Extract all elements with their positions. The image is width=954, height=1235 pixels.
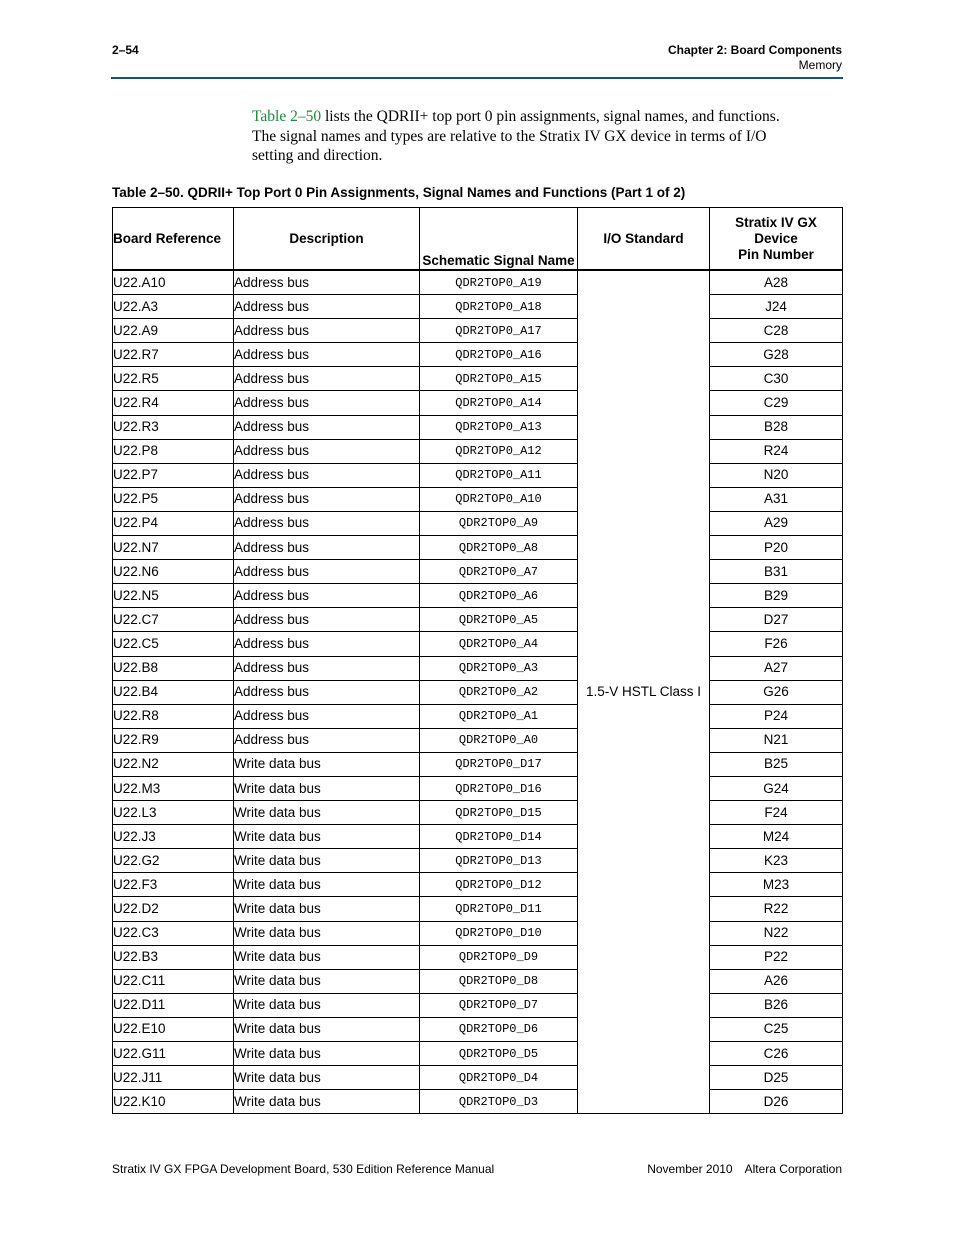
- cell-board-reference: U22.P8: [113, 439, 234, 463]
- cell-signal-name: QDR2TOP0_A6: [420, 584, 578, 608]
- cell-pin-number: J24: [710, 295, 843, 319]
- cell-pin-number: R24: [710, 439, 843, 463]
- cell-signal-name: QDR2TOP0_A8: [420, 536, 578, 560]
- table-row: [113, 367, 843, 391]
- cell-signal-name: QDR2TOP0_D4: [420, 1066, 578, 1090]
- cell-board-reference: U22.E10: [113, 1017, 234, 1041]
- cell-pin-number: D25: [710, 1066, 843, 1090]
- table-row: [113, 415, 843, 439]
- cell-board-reference: U22.D11: [113, 993, 234, 1017]
- cell-description: Write data bus: [234, 1017, 420, 1041]
- table-row: [113, 511, 843, 535]
- table-row: [113, 632, 843, 656]
- table-row: [113, 319, 843, 343]
- running-header: [668, 43, 842, 73]
- header-pin-line-2: Device: [754, 230, 798, 246]
- cell-signal-name: QDR2TOP0_A1: [420, 704, 578, 728]
- cell-signal-name: QDR2TOP0_A10: [420, 487, 578, 511]
- cell-pin-number: F24: [710, 801, 843, 825]
- cell-description: Address bus: [234, 270, 420, 295]
- footer-company: Altera Corporation: [744, 1162, 842, 1176]
- cell-signal-name: QDR2TOP0_D6: [420, 1017, 578, 1041]
- cell-pin-number: P24: [710, 704, 843, 728]
- cell-pin-number: A26: [710, 969, 843, 993]
- cell-description: Address bus: [234, 584, 420, 608]
- cell-signal-name: QDR2TOP0_A18: [420, 295, 578, 319]
- cell-pin-number: A29: [710, 511, 843, 535]
- table-row: [113, 945, 843, 969]
- cell-signal-name: QDR2TOP0_A0: [420, 728, 578, 752]
- cell-signal-name: QDR2TOP0_D15: [420, 801, 578, 825]
- cell-board-reference: U22.J3: [113, 825, 234, 849]
- cell-description: Address bus: [234, 511, 420, 535]
- cell-signal-name: QDR2TOP0_A4: [420, 632, 578, 656]
- cell-signal-name: QDR2TOP0_D7: [420, 993, 578, 1017]
- cell-pin-number: A31: [710, 487, 843, 511]
- cell-signal-name: QDR2TOP0_A19: [420, 270, 578, 295]
- cell-board-reference: U22.N6: [113, 560, 234, 584]
- cell-board-reference: U22.B8: [113, 656, 234, 680]
- footer-date: November 2010: [647, 1162, 733, 1176]
- chapter-title: Chapter 2: Board Components: [667, 43, 842, 57]
- cell-board-reference: U22.N2: [113, 752, 234, 776]
- cell-pin-number: G28: [710, 343, 843, 367]
- cell-description: Address bus: [234, 391, 420, 415]
- cell-description: Address bus: [234, 295, 420, 319]
- table-row: [113, 463, 843, 487]
- cell-pin-number: B28: [710, 415, 843, 439]
- cell-description: Write data bus: [234, 969, 420, 993]
- cell-description: Write data bus: [234, 752, 420, 776]
- cell-pin-number: G26: [710, 680, 843, 704]
- header-rule: [111, 77, 843, 79]
- cell-signal-name: QDR2TOP0_D5: [420, 1042, 578, 1066]
- cell-signal-name: QDR2TOP0_A13: [420, 415, 578, 439]
- cell-board-reference: U22.C5: [113, 632, 234, 656]
- cell-description: Address bus: [234, 656, 420, 680]
- cell-description: Address bus: [234, 439, 420, 463]
- table-row: [113, 1090, 843, 1114]
- cell-description: Write data bus: [234, 1090, 420, 1114]
- table-row: [113, 728, 843, 752]
- cell-signal-name: QDR2TOP0_D11: [420, 897, 578, 921]
- cell-board-reference: U22.N7: [113, 536, 234, 560]
- cell-board-reference: U22.A9: [113, 319, 234, 343]
- cell-board-reference: U22.C3: [113, 921, 234, 945]
- cell-board-reference: U22.A10: [113, 270, 234, 295]
- cell-description: Address bus: [234, 680, 420, 704]
- table-row: [113, 1066, 843, 1090]
- cell-signal-name: QDR2TOP0_D3: [420, 1090, 578, 1114]
- cell-description: Address bus: [234, 560, 420, 584]
- footer-manual-title: Stratix IV GX FPGA Development Board, 530 Edition Reference Manual: [112, 1162, 495, 1176]
- intro-line-1-text: lists the QDRII+ top port 0 pin assignments, signal names, and functions.: [321, 108, 780, 125]
- cell-description: Write data bus: [234, 825, 420, 849]
- cell-signal-name: QDR2TOP0_D8: [420, 969, 578, 993]
- cell-pin-number: R22: [710, 897, 843, 921]
- cell-pin-number: M23: [710, 873, 843, 897]
- cell-pin-number: C29: [710, 391, 843, 415]
- cell-description: Address bus: [234, 487, 420, 511]
- cell-description: Address bus: [234, 632, 420, 656]
- cell-description: Address bus: [234, 367, 420, 391]
- table-row: [113, 1042, 843, 1066]
- table-row: [113, 560, 843, 584]
- cell-board-reference: U22.R4: [113, 391, 234, 415]
- cell-signal-name: QDR2TOP0_A9: [420, 511, 578, 535]
- cell-pin-number: F26: [710, 632, 843, 656]
- cell-description: Write data bus: [234, 801, 420, 825]
- table-body: [113, 270, 843, 1114]
- cell-pin-number: G24: [710, 776, 843, 800]
- cell-signal-name: QDR2TOP0_A2: [420, 680, 578, 704]
- cell-signal-name: QDR2TOP0_D16: [420, 776, 578, 800]
- cell-board-reference: U22.B4: [113, 680, 234, 704]
- cell-description: Address bus: [234, 608, 420, 632]
- footer-right: [647, 1162, 842, 1176]
- cell-description: Write data bus: [234, 1066, 420, 1090]
- cell-pin-number: C28: [710, 319, 843, 343]
- cell-board-reference: U22.L3: [113, 801, 234, 825]
- table-row: [113, 1017, 843, 1041]
- cell-description: Address bus: [234, 704, 420, 728]
- cell-board-reference: U22.R5: [113, 367, 234, 391]
- table-row: [113, 921, 843, 945]
- cell-board-reference: U22.N5: [113, 584, 234, 608]
- cell-description: Address bus: [234, 463, 420, 487]
- cell-signal-name: QDR2TOP0_D12: [420, 873, 578, 897]
- cell-signal-name: QDR2TOP0_D9: [420, 945, 578, 969]
- table-row: [113, 993, 843, 1017]
- cell-board-reference: U22.J11: [113, 1066, 234, 1090]
- cell-description: Address bus: [234, 343, 420, 367]
- header-schematic-signal-name: Schematic Signal Name: [420, 208, 578, 271]
- table-row: [113, 584, 843, 608]
- cell-signal-name: QDR2TOP0_D14: [420, 825, 578, 849]
- table-row: [113, 849, 843, 873]
- cell-board-reference: U22.P4: [113, 511, 234, 535]
- header-pin-line-3: Pin Number: [738, 246, 814, 262]
- cell-board-reference: U22.G11: [113, 1042, 234, 1066]
- cell-board-reference: U22.F3: [113, 873, 234, 897]
- cell-signal-name: QDR2TOP0_A12: [420, 439, 578, 463]
- intro-line-1: [252, 107, 842, 127]
- cell-board-reference: U22.D2: [113, 897, 234, 921]
- cell-signal-name: QDR2TOP0_D17: [420, 752, 578, 776]
- section-title: Memory: [798, 58, 842, 72]
- table-row: [113, 752, 843, 776]
- header-pin-number: [710, 208, 843, 271]
- intro-line-3: setting and direction.: [252, 147, 383, 164]
- table-row: [113, 270, 843, 295]
- cell-board-reference: U22.G2: [113, 849, 234, 873]
- cell-board-reference: U22.B3: [113, 945, 234, 969]
- cell-board-reference: U22.C11: [113, 969, 234, 993]
- table-row: [113, 825, 843, 849]
- cell-signal-name: QDR2TOP0_D13: [420, 849, 578, 873]
- cell-signal-name: QDR2TOP0_A11: [420, 463, 578, 487]
- cell-description: Write data bus: [234, 921, 420, 945]
- header-board-reference: Board Reference: [113, 208, 234, 271]
- intro-line-2: The signal names and types are relative to the Stratix IV GX device in terms of I/O: [252, 127, 767, 145]
- table-row: [113, 656, 843, 680]
- cell-board-reference: U22.P5: [113, 487, 234, 511]
- cell-pin-number: D27: [710, 608, 843, 632]
- table-row: [113, 680, 843, 704]
- cell-description: Address bus: [234, 319, 420, 343]
- cell-description: Write data bus: [234, 873, 420, 897]
- cell-io-standard: 1.5-V HSTL Class I: [578, 270, 710, 1114]
- cell-pin-number: B29: [710, 584, 843, 608]
- table-header-row: [113, 208, 843, 271]
- cell-signal-name: QDR2TOP0_A3: [420, 656, 578, 680]
- cell-signal-name: QDR2TOP0_D10: [420, 921, 578, 945]
- cell-pin-number: N22: [710, 921, 843, 945]
- cell-pin-number: C30: [710, 367, 843, 391]
- cell-board-reference: U22.R8: [113, 704, 234, 728]
- cell-description: Write data bus: [234, 776, 420, 800]
- table-row: [113, 801, 843, 825]
- cell-pin-number: N21: [710, 728, 843, 752]
- cell-board-reference: U22.K10: [113, 1090, 234, 1114]
- cell-pin-number: B26: [710, 993, 843, 1017]
- cell-description: Address bus: [234, 415, 420, 439]
- cell-board-reference: U22.R3: [113, 415, 234, 439]
- cell-board-reference: U22.P7: [113, 463, 234, 487]
- table-row: [113, 704, 843, 728]
- table-row: [113, 873, 843, 897]
- cell-board-reference: U22.R9: [113, 728, 234, 752]
- table-row: [113, 608, 843, 632]
- table-reference-link[interactable]: Table 2–50: [252, 108, 322, 125]
- cell-pin-number: A27: [710, 656, 843, 680]
- page-number: 2–54: [112, 43, 139, 57]
- table-row: [113, 391, 843, 415]
- cell-description: Address bus: [234, 728, 420, 752]
- cell-description: Write data bus: [234, 993, 420, 1017]
- cell-pin-number: C26: [710, 1042, 843, 1066]
- cell-pin-number: N20: [710, 463, 843, 487]
- cell-board-reference: U22.M3: [113, 776, 234, 800]
- table-row: [113, 536, 843, 560]
- table-row: [113, 776, 843, 800]
- pin-assignment-table: [112, 207, 843, 1114]
- table-row: [113, 439, 843, 463]
- cell-signal-name: QDR2TOP0_A14: [420, 391, 578, 415]
- header-description: Description: [234, 208, 420, 271]
- table-caption: Table 2–50. QDRII+ Top Port 0 Pin Assignments, Signal Names and Functions (Part 1 of 2): [112, 185, 686, 200]
- table-row: [113, 487, 843, 511]
- cell-pin-number: B31: [710, 560, 843, 584]
- cell-pin-number: M24: [710, 825, 843, 849]
- intro-paragraph: [252, 107, 842, 166]
- cell-signal-name: QDR2TOP0_A16: [420, 343, 578, 367]
- cell-description: Write data bus: [234, 1042, 420, 1066]
- cell-pin-number: P20: [710, 536, 843, 560]
- table-row: [113, 969, 843, 993]
- cell-pin-number: D26: [710, 1090, 843, 1114]
- cell-description: Write data bus: [234, 945, 420, 969]
- header-pin-line-1: Stratix IV GX: [735, 214, 817, 230]
- cell-signal-name: QDR2TOP0_A7: [420, 560, 578, 584]
- cell-signal-name: QDR2TOP0_A5: [420, 608, 578, 632]
- cell-board-reference: U22.A3: [113, 295, 234, 319]
- table-row: [113, 295, 843, 319]
- header-io-standard: I/O Standard: [578, 208, 710, 271]
- cell-pin-number: A28: [710, 270, 843, 295]
- cell-description: Address bus: [234, 536, 420, 560]
- cell-description: Write data bus: [234, 849, 420, 873]
- cell-signal-name: QDR2TOP0_A15: [420, 367, 578, 391]
- cell-signal-name: QDR2TOP0_A17: [420, 319, 578, 343]
- cell-pin-number: P22: [710, 945, 843, 969]
- cell-pin-number: C25: [710, 1017, 843, 1041]
- table-row: [113, 897, 843, 921]
- cell-description: Write data bus: [234, 897, 420, 921]
- cell-pin-number: B25: [710, 752, 843, 776]
- cell-pin-number: K23: [710, 849, 843, 873]
- cell-board-reference: U22.R7: [113, 343, 234, 367]
- cell-board-reference: U22.C7: [113, 608, 234, 632]
- table-row: [113, 343, 843, 367]
